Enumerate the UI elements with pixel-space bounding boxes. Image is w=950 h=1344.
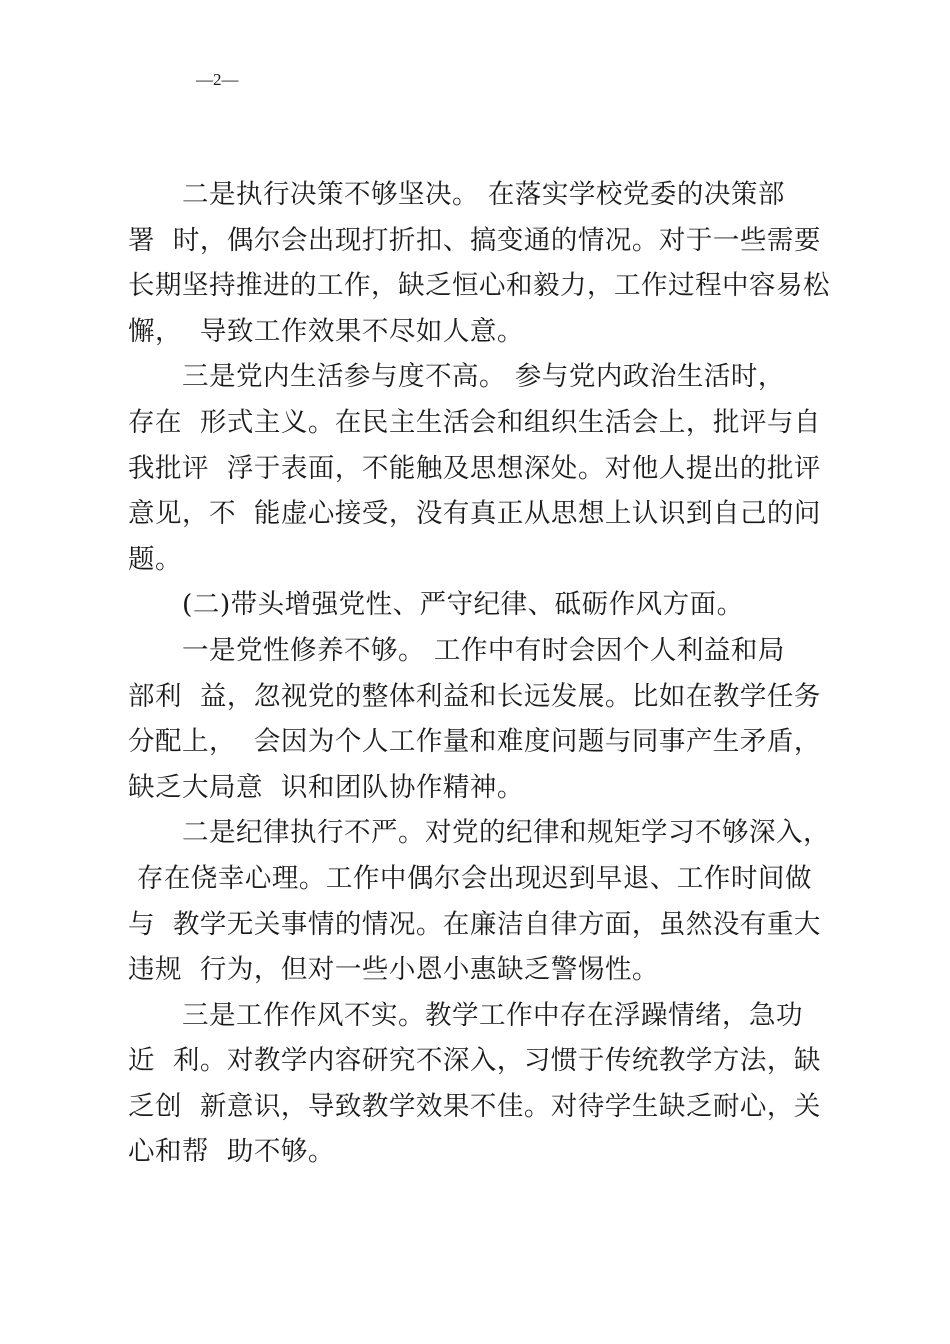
- text-line: 近 利。对教学内容研究不深入，习惯于传统教学方法，缺: [128, 1045, 821, 1077]
- text-line: 违规 行为，但对一些小恩小惠缺乏警惕性。: [128, 954, 659, 986]
- text-line: 心和帮 助不够。: [128, 1136, 335, 1168]
- text-line: 我批评 浮于表面，不能触及思想深处。对他人提出的批评: [128, 452, 821, 484]
- text-line: 三是党内生活参与度不高。 参与党内政治生活时，: [128, 361, 785, 393]
- paragraph: [128, 810, 838, 992]
- text-line: 二是执行决策不够坚决。 在落实学校党委的决策部: [128, 179, 785, 210]
- paragraph: [128, 993, 838, 1175]
- text-line: 懈， 导致工作效果不尽如人意。: [128, 315, 524, 347]
- section-heading: [128, 582, 838, 628]
- paragraph: [128, 354, 838, 582]
- text-line: 分配上， 会因为个人工作量和难度问题与同事产生矛盾，: [128, 726, 821, 758]
- text-line: 二是纪律执行不严。对党的纪律和规矩学习不够深入，: [128, 817, 830, 849]
- text-line: 与 教学无关事情的情况。在廉洁自律方面，虽然没有重大: [128, 908, 821, 940]
- text-line: 存在 形式主义。在民主生活会和组织生活会上，批评与自: [128, 406, 821, 438]
- page-number: —2—: [196, 70, 239, 89]
- text-line: (二)带头增强党性、严守纪律、砥砺作风方面。: [128, 589, 744, 621]
- text-line: 意见，不 能虚心接受，没有真正从思想上认识到自己的问: [128, 498, 821, 530]
- text-line: 乏创 新意识，导致教学效果不佳。对待学生缺乏耐心，关: [128, 1090, 821, 1122]
- text-line: 一是党性修养不够。 工作中有时会因个人利益和局: [128, 634, 785, 666]
- text-line: 存在侥幸心理。工作中偶尔会出现迟到早退、工作时间做: [128, 862, 812, 894]
- text-line: 署 时，偶尔会出现打折扣、搞变通的情况。对于一些需要: [128, 224, 821, 256]
- document-body: [128, 172, 838, 1175]
- text-line: 三是工作作风不实。教学工作中存在浮躁情绪，急功: [128, 999, 803, 1031]
- text-line: 题。: [128, 543, 182, 575]
- text-line: 长期坚持推进的工作，缺乏恒心和毅力，工作过程中容易松: [128, 270, 830, 302]
- paragraph: [128, 172, 838, 354]
- text-line: 部利 益，忽视党的整体利益和长远发展。比如在教学任务: [128, 680, 821, 712]
- paragraph: [128, 628, 838, 810]
- text-line: 缺乏大局意 识和团队协作精神。: [128, 771, 524, 803]
